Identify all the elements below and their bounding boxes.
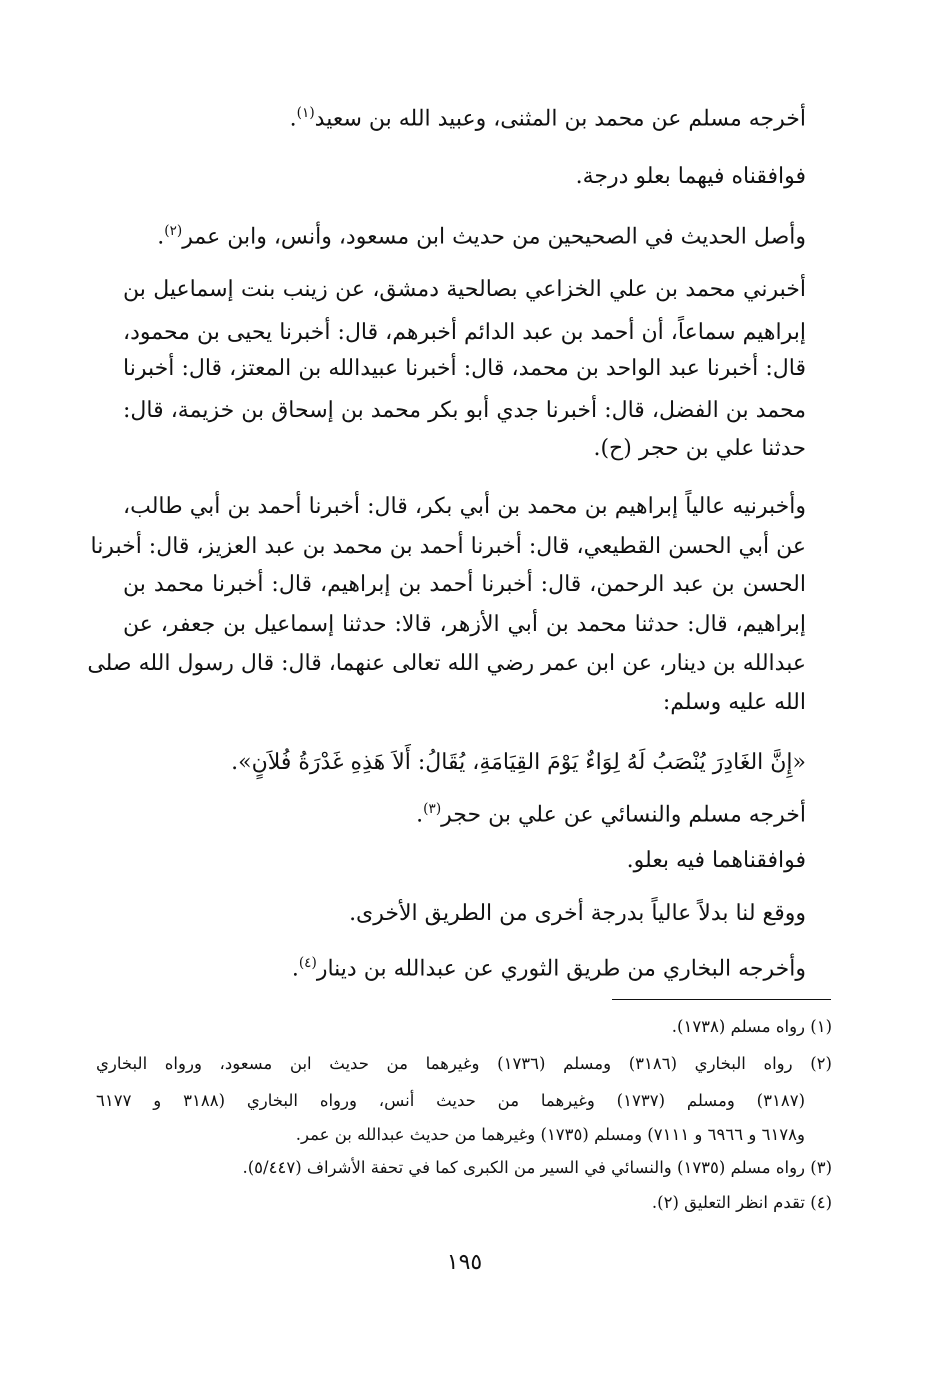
- paragraph-line: عن أبي الحسن القطيعي، قال: أخبرنا أحمد بن محمد بن عبد العزيز، قال: أخبرنا: [90, 534, 806, 559]
- footnote-continuation: (٣١٨٧) ومسلم (١٧٣٧) وغيرهما من حديث أنس، ورواه البخاري (٣١٨٨ و ٦١٧٧: [96, 1091, 805, 1110]
- paragraph-line: محمد بن الفضل، قال: أخبرنا جدي أبو بكر محمد بن إسحاق بن خزيمة، قال:: [123, 398, 806, 423]
- footnote-ref: (٢): [164, 223, 183, 239]
- paragraph-line: إبراهيم، قال: حدثنا محمد بن أبي الأزهر، قالا: حدثنا إسماعيل بن جعفر، عن: [123, 612, 806, 637]
- paragraph-line: وأصل الحديث في الصحيحين من حديث ابن مسعود، وأنس، وابن عمر$^{(٢)}$.: [157, 223, 806, 250]
- footnote: (٤) تقدم انظر التعليق (٢).: [651, 1193, 832, 1212]
- footnote-ref: (٤): [298, 955, 317, 971]
- paragraph-line: حدثنا علي بن حجر (ح).: [593, 436, 806, 461]
- paragraph-line: وأخبرنيه عالياً إبراهيم بن محمد بن أبي بكر، قال: أخبرنا أحمد بن أبي طالب،: [123, 494, 806, 519]
- footnote-separator: [612, 999, 831, 1000]
- footnote: (٢) رواه البخاري (٣١٨٦) ومسلم (١٧٣٦) وغيرهما من حديث ابن مسعود، ورواه البخاري: [96, 1054, 832, 1073]
- paragraph-line: قال: أخبرنا عبد الواحد بن محمد، قال: أخبرنا عبيدالله بن المعتز، قال: أخبرنا: [123, 356, 806, 381]
- paragraph-line: عبدالله بن دينار، عن ابن عمر رضي الله تعالى عنهما، قال: قال رسول الله صلى: [87, 651, 806, 676]
- paragraph-line: ووقع لنا بدلاً عالياً بدرجة أخرى من الطريق الأخرى.: [349, 901, 806, 926]
- paragraph-line: فوافقناهما فيه بعلو.: [626, 848, 806, 873]
- paragraph-line: إبراهيم سماعاً، أن أحمد بن عبد الدائم أخبرهم، قال: أخبرنا يحيى بن محمود،: [123, 320, 806, 345]
- paragraph-line: أخرجه مسلم والنسائي عن علي بن حجر$^{(٣)}$.: [416, 801, 806, 828]
- paragraph-line: أخبرني محمد بن علي الخزاعي بصالحية دمشق، عن زينب بنت إسماعيل بن: [123, 277, 806, 302]
- footnote-ref: (١): [296, 105, 315, 121]
- page-number: ١٩٥: [446, 1250, 483, 1275]
- footnote: (٣) رواه مسلم (١٧٣٥) والنسائي في السير من الكبرى كما في تحفة الأشراف (٥/٤٤٧).: [242, 1158, 832, 1177]
- paragraph-line: الحسن بن عبد الرحمن، قال: أخبرنا أحمد بن إبراهيم، قال: أخبرنا محمد بن: [123, 572, 806, 597]
- paragraph-line: فوافقناه فيهما بعلو درجة.: [575, 164, 806, 189]
- footnote: (١) رواه مسلم (١٧٣٨).: [671, 1017, 832, 1036]
- hadith-quote: «إِنَّ الغَادِرَ يُنْصَبُ لَهُ لِوَاءٌ يَوْمَ القِيَامَةِ، يُقَالُ: أَلاَ هَذِهِ غَدْرَةُ فُلاَنٍ».: [231, 750, 806, 775]
- paragraph-line: وأخرجه البخاري من طريق الثوري عن عبدالله بن دينار$^{(٤)}$.: [291, 955, 806, 982]
- paragraph-line: الله عليه وسلم:: [662, 690, 806, 715]
- footnote-continuation: و٦١٧٨ و ٦٩٦٦ و ٧١١١) ومسلم (١٧٣٥) وغيرهما من حديث عبدالله بن عمر.: [295, 1125, 805, 1144]
- footnote-ref: (٣): [423, 801, 442, 817]
- paragraph-line: أخرجه مسلم عن محمد بن المثنى، وعبيد الله بن سعيد$^{(١)}$.: [289, 105, 806, 132]
